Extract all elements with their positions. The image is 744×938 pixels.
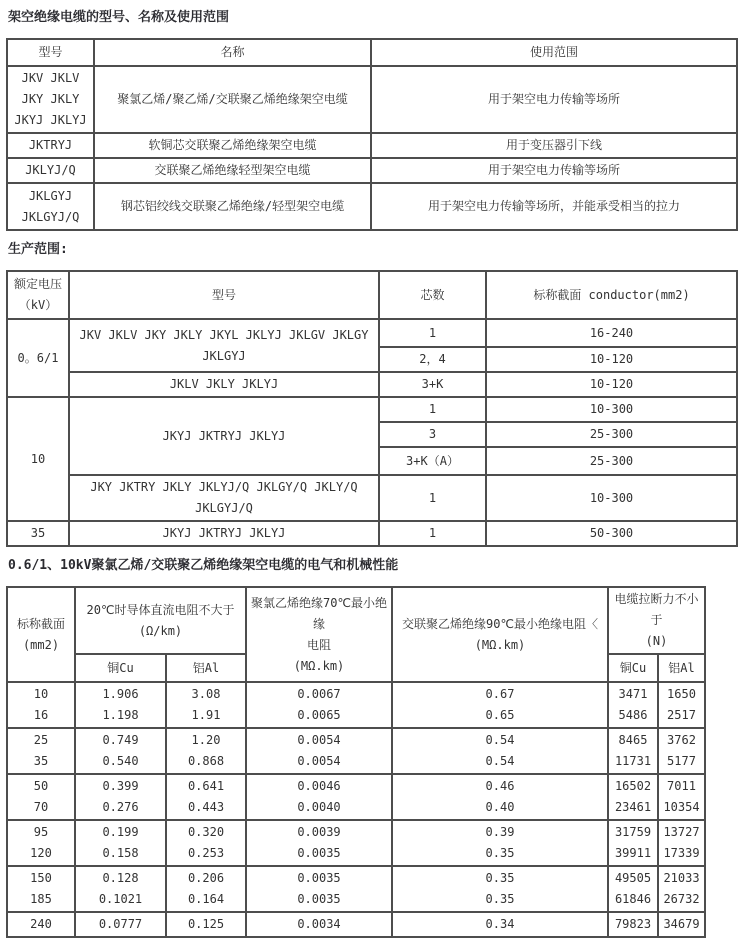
t3-subheader-force-al: 铝Al xyxy=(658,654,705,682)
value-line: 150 xyxy=(30,871,52,885)
value-line: 0.158 xyxy=(102,846,139,860)
section-cell: 50-300 xyxy=(486,521,737,546)
value-line: 5486 xyxy=(618,708,648,722)
cable-name-cell: 聚氯乙烯/聚乙烯/交联聚乙烯绝缘架空电缆 xyxy=(94,66,371,133)
value-line: 1.198 xyxy=(102,708,139,722)
cores-cell: 1 xyxy=(379,397,486,422)
t3-header-size xyxy=(7,587,75,682)
pvc-ir-cell: 0.0034 xyxy=(246,912,392,937)
value-line: 3.08 xyxy=(191,687,221,701)
table3-header-row-1 xyxy=(7,587,705,654)
value-line: 0.0054 xyxy=(297,733,341,747)
value-line: 11731 xyxy=(614,754,652,768)
model-name-usage-table xyxy=(6,38,738,231)
value-line: 0.443 xyxy=(187,800,225,814)
cores-cell: 2，4 xyxy=(379,347,486,372)
force-cu-cell xyxy=(608,866,658,912)
value-line: 0.0040 xyxy=(297,800,341,814)
cable-name-cell: 软铜芯交联聚乙烯绝缘架空电缆 xyxy=(94,133,371,158)
value-line: 25 xyxy=(33,733,49,747)
value-line: 0.40 xyxy=(485,800,515,814)
force-al-cell xyxy=(658,682,705,728)
value-line: (Ω/km) xyxy=(138,623,183,638)
value-line: (mm2) xyxy=(22,637,60,652)
value-line: 0.540 xyxy=(102,754,139,768)
t1-header-usage: 使用范围 xyxy=(371,39,737,66)
value-line: 0.320 xyxy=(187,825,225,839)
section-cell: 10-300 xyxy=(486,475,737,521)
table-row xyxy=(7,820,705,866)
value-line: 0.276 xyxy=(102,800,139,814)
value-line: 0.46 xyxy=(485,779,515,793)
value-line: 95 xyxy=(33,825,49,839)
xlpe-ir-cell xyxy=(392,728,608,774)
value-line: 1650 xyxy=(667,687,696,701)
value-line: 0.399 xyxy=(102,779,139,793)
value-line: （kV） xyxy=(18,298,58,312)
value-line: 49505 xyxy=(614,871,652,885)
dc-al-cell xyxy=(166,866,246,912)
table-row xyxy=(7,397,737,422)
table-row xyxy=(7,866,705,912)
value-line: 0.0035 xyxy=(297,892,341,906)
usage-cell: 用于变压器引下线 xyxy=(371,133,737,158)
value-line: 0.0035 xyxy=(297,871,341,885)
value-line: 0.35 xyxy=(485,846,515,860)
force-cu-cell: 79823 xyxy=(608,912,658,937)
value-line: 39911 xyxy=(614,846,652,860)
value-line: 0.35 xyxy=(485,892,515,906)
value-line: 0.54 xyxy=(485,733,515,747)
cores-cell: 3+K（A） xyxy=(379,447,486,475)
table-row xyxy=(7,728,705,774)
force-al-cell: 34679 xyxy=(658,912,705,937)
usage-cell: 用于架空电力传输等场所，并能承受相当的拉力 xyxy=(371,183,737,230)
xlpe-ir-cell xyxy=(392,774,608,820)
table-row xyxy=(7,158,737,183)
models-cell: JKLV JKLY JKLYJ xyxy=(69,372,379,397)
voltage-cell: 35 xyxy=(7,521,69,546)
value-line: 标称截面 xyxy=(16,616,65,631)
t3-header-pvc-ir xyxy=(246,587,392,682)
value-line: 70 xyxy=(33,800,49,814)
force-cu-cell xyxy=(608,774,658,820)
cable-name-cell: 钢芯铝绞线交联聚乙烯绝缘/轻型架空电缆 xyxy=(94,183,371,230)
value-line: 0.67 xyxy=(485,687,515,701)
section2-title: 生产范围: xyxy=(8,242,68,257)
value-line: 0.164 xyxy=(187,892,225,906)
xlpe-ir-cell xyxy=(392,682,608,728)
pvc-ir-cell xyxy=(246,774,392,820)
xlpe-ir-cell xyxy=(392,820,608,866)
force-cu-cell xyxy=(608,682,658,728)
size-cell xyxy=(7,774,75,820)
value-line: JKV JKLV xyxy=(21,71,80,85)
model-codes-cell xyxy=(7,183,94,230)
cores-cell: 3+K xyxy=(379,372,486,397)
force-al-cell xyxy=(658,728,705,774)
pvc-ir-cell xyxy=(246,682,392,728)
table-row xyxy=(7,66,737,133)
value-line: JKLGYJ xyxy=(28,188,73,203)
value-line: 13727 xyxy=(663,825,700,839)
value-line: 0.1021 xyxy=(98,892,143,906)
value-line: 1.91 xyxy=(191,708,221,722)
size-cell xyxy=(7,682,75,728)
dc-cu-cell xyxy=(75,820,166,866)
value-line: 3762 xyxy=(667,733,696,747)
value-line: 0.35 xyxy=(485,871,515,885)
value-line: 0.253 xyxy=(187,846,225,860)
value-line: 0.128 xyxy=(102,871,139,885)
value-line: 35 xyxy=(33,754,49,768)
table-row xyxy=(7,133,737,158)
size-cell xyxy=(7,866,75,912)
force-cu-cell xyxy=(608,820,658,866)
pvc-ir-cell xyxy=(246,866,392,912)
cores-cell: 1 xyxy=(379,521,486,546)
section-cell: 10-120 xyxy=(486,347,737,372)
force-cu-cell xyxy=(608,728,658,774)
value-line: 0.65 xyxy=(485,708,515,722)
section-cell: 25-300 xyxy=(486,422,737,447)
performance-table xyxy=(6,586,706,938)
dc-al-cell xyxy=(166,728,246,774)
value-line: 1.906 xyxy=(102,687,139,701)
section-cell: 10-120 xyxy=(486,372,737,397)
table-row xyxy=(7,774,705,820)
value-line: 8465 xyxy=(618,733,648,747)
value-line: (N) xyxy=(645,634,668,648)
xlpe-ir-cell xyxy=(392,866,608,912)
usage-cell: 用于架空电力传输等场所 xyxy=(371,66,737,133)
value-line: 聚氯乙烯绝缘70℃最小绝缘 xyxy=(251,595,387,631)
t3-header-dc-resistance xyxy=(75,587,246,654)
t2-header-cores: 芯数 xyxy=(379,271,486,319)
value-line: 20℃时导体直流电阻不大于 xyxy=(86,602,235,617)
value-line: 10 xyxy=(33,687,49,701)
cores-cell: 3 xyxy=(379,422,486,447)
value-line: 0.39 xyxy=(485,825,515,839)
section1-title: 架空绝缘电缆的型号、名称及使用范围 xyxy=(8,10,230,25)
models-cell: JKY JKTRY JKLY JKLYJ/Q JKLGY/Q JKLY/Q JKLGYJ/Q xyxy=(69,475,379,521)
voltage-cell: 10 xyxy=(7,397,69,521)
value-line: 0.0039 xyxy=(297,825,341,839)
value-line: 0.0065 xyxy=(297,708,341,722)
size-cell xyxy=(7,820,75,866)
value-line: 185 xyxy=(30,892,52,906)
value-line: (MΩ.km) xyxy=(293,658,345,673)
value-line: 26732 xyxy=(663,892,700,906)
t3-subheader-al: 铝Al xyxy=(166,654,246,682)
t2-header-section: 标称截面 conductor(mm2) xyxy=(486,271,737,319)
section3-title: 0.6/1、10kV聚氯乙烯/交联聚乙烯绝缘架空电缆的电气和机械性能 xyxy=(8,558,399,573)
value-line: 0.0067 xyxy=(297,687,341,701)
t2-header-voltage xyxy=(7,271,69,319)
dc-cu-cell xyxy=(75,728,166,774)
table-row xyxy=(7,521,737,546)
table-row xyxy=(7,912,705,937)
dc-cu-cell xyxy=(75,682,166,728)
model-codes-cell: JKLYJ/Q xyxy=(7,158,94,183)
xlpe-ir-cell: 0.34 xyxy=(392,912,608,937)
value-line: 0.54 xyxy=(485,754,515,768)
section-cell: 25-300 xyxy=(486,447,737,475)
t3-header-xlpe-ir xyxy=(392,587,608,682)
value-line: 电阻 xyxy=(306,637,331,652)
value-line: JKY JKLY xyxy=(21,92,80,106)
model-codes-cell: JKTRYJ xyxy=(7,133,94,158)
table-row xyxy=(7,475,737,521)
value-line: 0.868 xyxy=(187,754,225,768)
value-line: 50 xyxy=(33,779,49,793)
section-cell: 10-300 xyxy=(486,397,737,422)
value-line: 0.199 xyxy=(102,825,139,839)
value-line: 17339 xyxy=(663,846,700,860)
force-al-cell xyxy=(658,820,705,866)
value-line: 1.20 xyxy=(191,733,221,747)
dc-al-cell xyxy=(166,774,246,820)
value-line: 2517 xyxy=(667,708,696,722)
table-row xyxy=(7,183,737,230)
size-cell: 240 xyxy=(7,912,75,937)
dc-cu-cell xyxy=(75,866,166,912)
model-codes-cell xyxy=(7,66,94,133)
table-row xyxy=(7,372,737,397)
value-line: 0.641 xyxy=(187,779,225,793)
value-line: 额定电压 xyxy=(13,277,62,291)
value-line: 21033 xyxy=(663,871,700,885)
value-line: 120 xyxy=(30,846,52,860)
value-line: 0.749 xyxy=(102,733,139,747)
voltage-cell: 0。6/1 xyxy=(7,319,69,397)
t3-subheader-force-cu: 铜Cu xyxy=(608,654,658,682)
production-range-table xyxy=(6,270,738,547)
dc-al-cell xyxy=(166,820,246,866)
size-cell xyxy=(7,728,75,774)
models-cell: JKV JKLV JKY JKLY JKYL JKLYJ JKLGV JKLGY JKLGYJ xyxy=(69,319,379,372)
dc-al-cell: 0.125 xyxy=(166,912,246,937)
value-line: 0.206 xyxy=(187,871,225,885)
value-line: 3471 xyxy=(618,687,648,701)
section-cell: 16-240 xyxy=(486,319,737,347)
table-row xyxy=(7,682,705,728)
table2-header-row xyxy=(7,271,737,319)
value-line: JKYJ JKLYJ xyxy=(14,113,87,127)
t1-header-model: 型号 xyxy=(7,39,94,66)
value-line: 0.0035 xyxy=(297,846,341,860)
usage-cell: 用于架空电力传输等场所 xyxy=(371,158,737,183)
value-line: 电缆拉断力不小于 xyxy=(614,592,699,627)
t1-header-name: 名称 xyxy=(94,39,371,66)
dc-cu-cell: 0.0777 xyxy=(75,912,166,937)
value-line: 31759 xyxy=(614,825,652,839)
t3-header-breaking-force xyxy=(608,587,705,654)
force-al-cell xyxy=(658,774,705,820)
value-line: 0.0054 xyxy=(297,754,341,768)
models-cell: JKYJ JKTRYJ JKLYJ xyxy=(69,397,379,475)
cores-cell: 1 xyxy=(379,319,486,347)
value-line: 7011 xyxy=(667,779,696,793)
value-line: 16 xyxy=(33,708,49,722)
models-cell: JKYJ JKTRYJ JKLYJ xyxy=(69,521,379,546)
pvc-ir-cell xyxy=(246,728,392,774)
force-al-cell xyxy=(658,866,705,912)
t2-header-model: 型号 xyxy=(69,271,379,319)
t3-subheader-cu: 铜Cu xyxy=(75,654,166,682)
value-line: 10354 xyxy=(663,800,700,814)
value-line: 23461 xyxy=(614,800,652,814)
table-row xyxy=(7,319,737,347)
value-line: 16502 xyxy=(614,779,652,793)
dc-cu-cell xyxy=(75,774,166,820)
dc-al-cell xyxy=(166,682,246,728)
value-line: (MΩ.km) xyxy=(474,637,526,652)
cores-cell: 1 xyxy=(379,475,486,521)
pvc-ir-cell xyxy=(246,820,392,866)
table1-header-row xyxy=(7,39,737,66)
value-line: 0.0046 xyxy=(297,779,341,793)
value-line: 交联聚乙烯绝缘90℃最小绝缘电阻〈 xyxy=(402,616,598,631)
value-line: 61846 xyxy=(614,892,652,906)
value-line: 5177 xyxy=(667,754,696,768)
value-line: JKLGYJ/Q xyxy=(21,209,80,224)
cable-name-cell: 交联聚乙烯绝缘轻型架空电缆 xyxy=(94,158,371,183)
